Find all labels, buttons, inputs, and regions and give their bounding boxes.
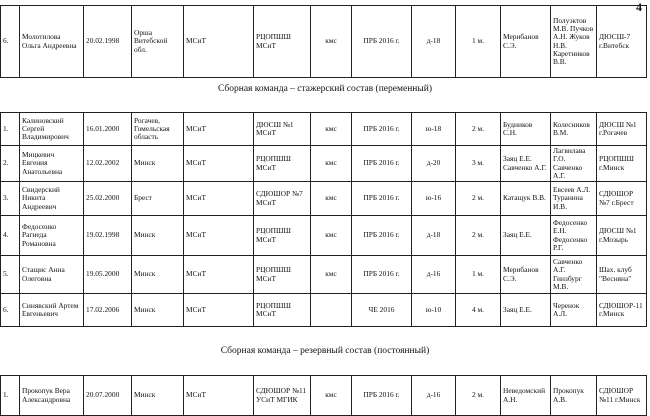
department: МСиТ [184, 256, 254, 294]
coach-primary: Заяц Е.Е. [501, 216, 551, 256]
athlete-name: Синявский Артем Евгеньевич [20, 294, 84, 327]
rank: кмс [311, 256, 352, 294]
category: ю-18 [412, 113, 456, 146]
department: МСиТ [184, 6, 254, 78]
table-row [1, 113, 647, 146]
place-result: 1 м. [456, 256, 501, 294]
row-number: 6. [1, 6, 20, 78]
event: ПРБ 2016 г. [352, 256, 412, 294]
school: ДЮСШ №1 г.Мозырь [597, 216, 647, 256]
category: д-18 [412, 216, 456, 256]
school: СДЮШОР-11 г.Минск [597, 294, 647, 327]
athletes-table-reserve [0, 375, 647, 416]
coach-primary: Катащук В.В. [501, 182, 551, 216]
coach-primary: Будников С.Н. [501, 113, 551, 146]
event: ПРБ 2016 г. [352, 113, 412, 146]
athletes-table-trainee [0, 112, 647, 327]
rank: кмс [311, 216, 352, 256]
organization: ДЮСШ №1 МСиТ [254, 113, 311, 146]
coach-primary: Мерибанов С.Э. [501, 6, 551, 78]
organization: РЦОПШШ МСиТ [254, 216, 311, 256]
place-result: 2 м. [456, 113, 501, 146]
table-row [1, 182, 647, 216]
birth-date: 17.02.2006 [84, 294, 132, 327]
athletes-table-top [0, 5, 647, 78]
category: д-20 [412, 146, 456, 182]
place: Минск [132, 256, 184, 294]
rank: кмс [311, 113, 352, 146]
coach-primary: Заяц Е.Е. [501, 294, 551, 327]
table-row [1, 256, 647, 294]
table-row [1, 294, 647, 327]
school: Шах. клуб "Весняна" [597, 256, 647, 294]
rank [311, 294, 352, 327]
birth-date: 12.02.2002 [84, 146, 132, 182]
coach-secondary: Прокопук А.В. [551, 376, 597, 416]
place-result: 1 м. [456, 6, 501, 78]
place: Рогачев, Гомельская область [132, 113, 184, 146]
coach-secondary: Евсеев А.Л. Туранина И.В. [551, 182, 597, 216]
row-number: 4. [1, 216, 20, 256]
school: СДЮШОР №7 г.Брест [597, 182, 647, 216]
row-number: 6. [1, 294, 20, 327]
category: д-18 [412, 6, 456, 78]
school: ДЮСШ-7 г.Витебск [597, 6, 647, 78]
coach-secondary: Колесников В.М. [551, 113, 597, 146]
category: ю-10 [412, 294, 456, 327]
table-row [1, 376, 647, 416]
event: ПРБ 2016 г. [352, 146, 412, 182]
rank: кмс [311, 6, 352, 78]
event: ПРБ 2016 г. [352, 216, 412, 256]
event: ПРБ 2016 г. [352, 376, 412, 416]
birth-date: 25.02.2000 [84, 182, 132, 216]
coach-secondary: Федосенко Е.Н. Федосенко Р.Г. [551, 216, 597, 256]
rank: кмс [311, 182, 352, 216]
event: ПРБ 2016 г. [352, 182, 412, 216]
rank: кмс [311, 146, 352, 182]
rank: кмс [311, 376, 352, 416]
athlete-name: Мицкевич Евгения Анатольевна [20, 146, 84, 182]
birth-date: 20.07.2000 [84, 376, 132, 416]
athlete-name: Молотилова Ольга Андреевна [20, 6, 84, 78]
athlete-name: Калиновский Сергей Владимирович [20, 113, 84, 146]
birth-date: 19.02.1998 [84, 216, 132, 256]
organization: СДЮШОР №7 МСиТ [254, 182, 311, 216]
organization: РЦОПШШ МСиТ [254, 146, 311, 182]
category: д-16 [412, 256, 456, 294]
coach-secondary: Лагвилава Г.О. Савченко А.Г. [551, 146, 597, 182]
section-title-reserve: Сборная команда – резервный состав (постоянный) [220, 346, 430, 356]
department: МСиТ [184, 182, 254, 216]
row-number: 5. [1, 256, 20, 294]
birth-date: 19.05.2000 [84, 256, 132, 294]
place: Минск [132, 294, 184, 327]
birth-date: 16.01.2000 [84, 113, 132, 146]
school: РЦОПШШ г.Минск [597, 146, 647, 182]
coach-secondary: Полуэктов М.В. Пучков А.Н. Жуков Н.В. Каретников В.В. [551, 6, 597, 78]
table-row [1, 6, 647, 78]
organization: РЦОПШШ МСиТ [254, 256, 311, 294]
place: Брест [132, 182, 184, 216]
athlete-name: Прокопук Вера Александровна [20, 376, 84, 416]
row-number: 2. [1, 146, 20, 182]
page-number: 4 [636, 0, 642, 14]
place: Минск [132, 216, 184, 256]
table-row [1, 146, 647, 182]
place-result: 2 м. [456, 216, 501, 256]
category: д-16 [412, 376, 456, 416]
section-title-trainee: Сборная команда – стажерский состав (переменный) [217, 84, 433, 94]
athlete-name: Свидерский Никита Андреевич [20, 182, 84, 216]
place: Минск [132, 146, 184, 182]
organization: РЦОПШШ МСиТ [254, 6, 311, 78]
coach-primary: Заяц Е.Е. Савченко А.Г. [501, 146, 551, 182]
place-result: 4 м. [456, 294, 501, 327]
place-result: 3 м. [456, 146, 501, 182]
birth-date: 20.02.1998 [84, 6, 132, 78]
school: ДЮСШ №1 г.Рогачев [597, 113, 647, 146]
table-row [1, 216, 647, 256]
organization: СДЮШОР №11 УСиТ МГИК [254, 376, 311, 416]
place-result: 2 м. [456, 182, 501, 216]
event: ПРБ 2016 г. [352, 6, 412, 78]
row-number: 1. [1, 113, 20, 146]
category: ю-16 [412, 182, 456, 216]
coach-primary: Мерибанов С.Э. [501, 256, 551, 294]
department: МСиТ [184, 376, 254, 416]
department: МСиТ [184, 146, 254, 182]
coach-secondary: Савченко А.Г. Гинзбург М.В. [551, 256, 597, 294]
place: Минск [132, 376, 184, 416]
department: МСиТ [184, 216, 254, 256]
row-number: 1. [1, 376, 20, 416]
department: МСиТ [184, 113, 254, 146]
athlete-name: Стащис Анна Олеговна [20, 256, 84, 294]
organization: РЦОПШШ МСиТ [254, 294, 311, 327]
place: Орша Витебской обл. [132, 6, 184, 78]
coach-primary: Неведомский А.Н. [501, 376, 551, 416]
coach-secondary: Черенок А.Л. [551, 294, 597, 327]
athlete-name: Федосенко Рагнеда Романовна [20, 216, 84, 256]
row-number: 3. [1, 182, 20, 216]
place-result: 2 м. [456, 376, 501, 416]
event: ЧЕ 2016 [352, 294, 412, 327]
school: СДЮШОР №11 г.Минск [597, 376, 647, 416]
department: МСиТ [184, 294, 254, 327]
